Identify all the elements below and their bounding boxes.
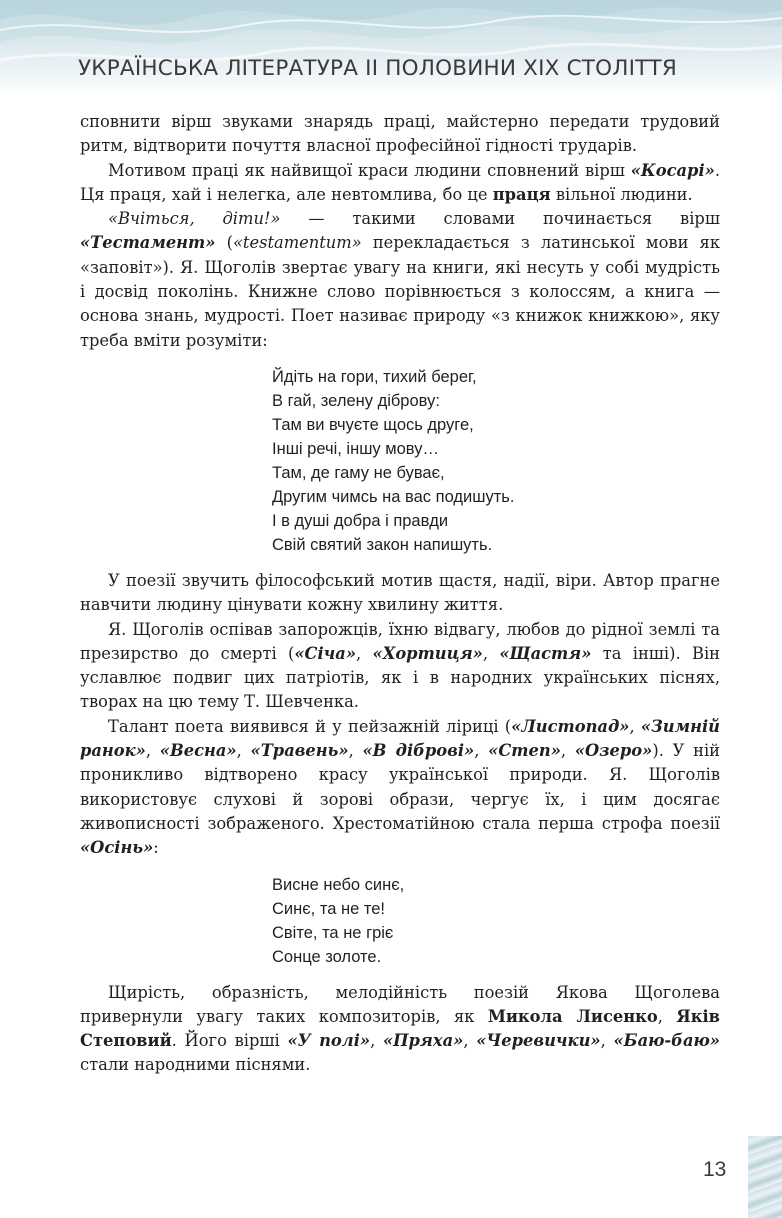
page-edge-decoration — [748, 1136, 782, 1218]
poem-line: Висне небо синє, — [272, 875, 405, 894]
wave-decoration — [0, 0, 782, 96]
title-reference: «В діброві» — [362, 741, 475, 761]
header-band — [0, 0, 782, 96]
bold-text: праця — [492, 184, 551, 204]
poem-line: Сонце золоте. — [272, 947, 382, 966]
poem-line: Свій святий закон напишуть. — [272, 535, 493, 554]
poem-line: Синє, та не те! — [272, 899, 385, 918]
page-number: 13 — [703, 1158, 727, 1181]
title-reference: «Степ» — [488, 741, 561, 761]
bold-text: Микола Лисенко — [487, 1006, 658, 1026]
paragraph: «Вчіться, діти!» — такими словами починається вірш «Тестамент» («testamentum» перекладається з латинської мови як «заповіт»). Я. Щоголів звертає увагу на книги, які несуть у собі мудрість і досвід поколінь. Книжне слово порівнюється з колоссям, а книга — основа знань, мудрості. Поет називає природу «з книжок книжкою», яку треба вміти розуміти: — [80, 209, 721, 350]
paragraph: сповнити вірш звуками знарядь праці, майстерно передати трудовий ритм, відтворити почуття власної професійної гідності трударів. — [80, 112, 720, 156]
title-reference: «Щастя» — [499, 643, 592, 663]
body-text — [80, 110, 720, 1078]
running-header: УКРАЇНСЬКА ЛІТЕРАТУРА ІІ ПОЛОВИНИ ХІХ СТОЛІТТЯ — [78, 56, 677, 81]
poem-line: Інші речі, іншу мову… — [272, 439, 439, 458]
title-reference: «Тестамент» — [80, 233, 216, 253]
poem-line: В гай, зелену діброву: — [272, 391, 440, 410]
title-reference: «Пряха» — [382, 1031, 464, 1051]
poem-line: Там ви вчуєте щось друге, — [272, 415, 474, 434]
paragraph: У поезії звучить філософський мотив щастя, надії, віри. Автор прагне навчити людину цінувати кожну хвилину життя. — [80, 570, 720, 615]
poem-testament-excerpt — [272, 365, 720, 557]
title-reference: «Листопад» — [511, 716, 630, 736]
title-reference: «Травень» — [250, 741, 349, 761]
italic-text: «testamentum» — [232, 233, 362, 253]
paragraph: Талант поета виявився й у пейзажній ліриці («Листопад», «Зимній ранок», «Весна», «Травень», «В діброві», «Степ», «Озеро»). У ній проникливо відтворено красу української природи. Я. Щоголів використовує слухові й зорові образи, чергує їх, і цим досягає живописності зображеного. Хрестоматійною стала перша строфа поезії «Осінь»: — [80, 716, 721, 858]
title-reference: «Хортиця» — [372, 643, 483, 663]
paragraph: Щирість, образність, мелодійність поезій Якова Щоголева привернули увагу таких композиторів, як Микола Лисенко, Яків Степовий. Його вірші «У полі», «Пряха», «Черевички», «Баю-баю» стали народними піснями. — [80, 982, 720, 1075]
title-reference: «Косарі» — [630, 160, 715, 180]
title-reference: «Баю-баю» — [613, 1031, 720, 1051]
poem-line: І в душі добра і правди — [272, 511, 449, 530]
paragraph: Я. Щоголів оспівав запорожців, їхню відвагу, любов до рідної землі та презирство до смерті («Січа», «Хортиця», «Щастя» та інші). Він уславлює подвиг цих патріотів, як і в народних українських піснях, творах на цю тему Т. Шевченка. — [80, 619, 721, 712]
poem-line: Другим чимсь на вас подишуть. — [272, 487, 515, 506]
italic-text: «Вчіться, діти!» — [108, 209, 281, 229]
title-reference: «Черевички» — [476, 1031, 601, 1051]
title-reference: «Осінь» — [80, 838, 154, 858]
title-reference: «Зимній ранок» — [80, 716, 720, 761]
title-reference: «Січа» — [294, 643, 357, 663]
title-reference: «Весна» — [159, 741, 237, 761]
title-reference: «Озеро» — [574, 741, 653, 761]
title-reference: «У полі» — [287, 1031, 371, 1051]
bold-text: Яків Степовий — [80, 1006, 720, 1051]
poem-line: Світе, та не гріє — [272, 923, 394, 942]
poem-line: Йдіть на гори, тихий берег, — [272, 367, 477, 386]
paragraph: Мотивом праці як найвищої краси людини сповнений вірш «Косарі». Ця праця, хай і нелегка, але невтомлива, бо це праця вільної людини. — [80, 160, 720, 204]
poem-osin-excerpt — [272, 873, 720, 969]
poem-line: Там, де гаму не буває, — [272, 463, 445, 482]
